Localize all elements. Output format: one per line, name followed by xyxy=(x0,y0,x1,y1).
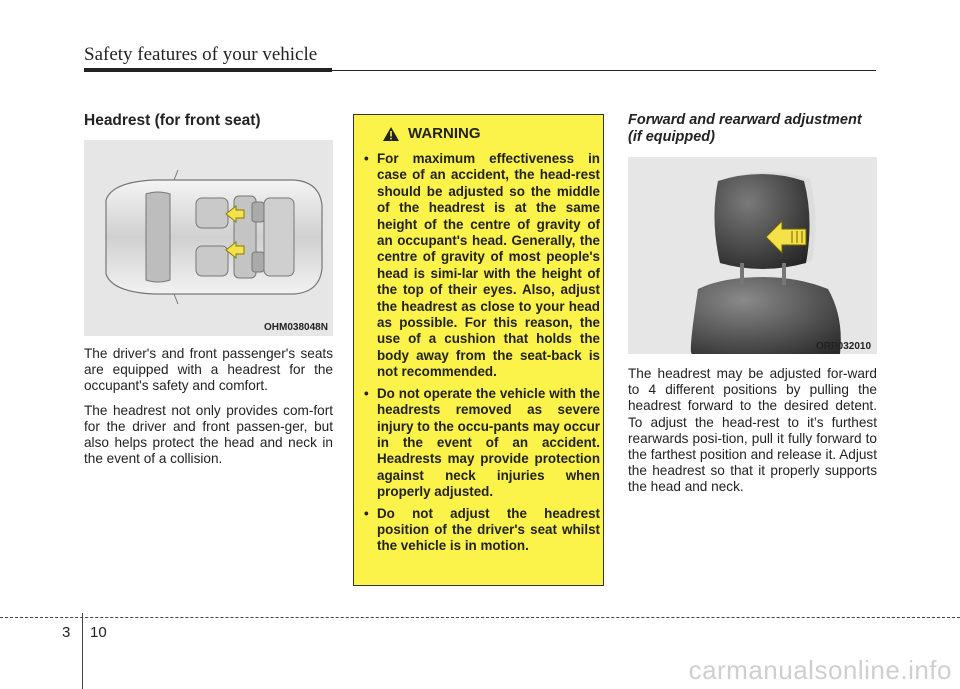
warning-header xyxy=(382,125,481,142)
chapter-number: 3 xyxy=(62,624,71,641)
warning-title: WARNING xyxy=(408,125,481,142)
subsection-heading-line: (if equipped) xyxy=(628,129,715,145)
headrest-figure xyxy=(628,157,877,354)
paragraph: The headrest not only provides com-fort for the driver and front passen-ger, but also helps protect the head and neck in the event of a collision. xyxy=(84,402,333,467)
warning-item: • Do not adjust the headrest position of the driver's seat whilst the vehicle is in motion. xyxy=(364,506,600,555)
warning-box xyxy=(353,114,604,586)
car-top-view-illustration xyxy=(84,140,333,336)
figure-code: ORP032010 xyxy=(816,341,872,352)
section-heading: Headrest (for front seat) xyxy=(84,112,261,129)
warning-item: • Do not operate the vehicle with the headrests removed as severe injury to the occu-pants may occur in the event of an accident. Headrests may provide protection against neck injuries when properly adjusted. xyxy=(364,386,600,501)
left-body-text xyxy=(84,346,333,475)
page-number: 10 xyxy=(90,624,107,641)
subsection-heading xyxy=(628,112,888,146)
warning-item: • For maximum effectiveness in case of an accident, the head-rest should be adjusted so the middle of the headrest is at the same height of the centre of gravity of an occupant's head. Generally, the centre of gravity of most people's head is simi-lar with the height of the top of their eyes. Also, adjust the headrest as close to your head as possible. For this reason, the use of a cushion that holds the body away from the seat-back is not recommended. xyxy=(364,151,600,381)
figure-code: OHM038048N xyxy=(264,322,328,333)
warning-list xyxy=(364,151,600,560)
footer-divider xyxy=(82,613,83,689)
paragraph: The headrest may be adjusted for-ward to 4 different positions by pulling the headrest forward to the desired detent. To adjust the head-rest to it’s furthest rearwards posi-tion, pull it fully forward to the farthest position and release it. Adjust the headrest so that it properly supports the head and neck. xyxy=(628,366,877,495)
warning-triangle-icon xyxy=(382,126,400,142)
footer-rule xyxy=(0,617,960,618)
right-body-text xyxy=(628,366,877,504)
subsection-heading-line: Forward and rearward adjustment xyxy=(628,112,862,128)
header-title: Safety features of your vehicle xyxy=(84,44,318,65)
headrest-illustration xyxy=(628,157,877,354)
header-rule-thick xyxy=(84,68,332,72)
watermark: carmanualsonline.info xyxy=(688,655,952,685)
header-rule-thin xyxy=(332,70,876,71)
paragraph: The driver's and front passenger's seats are equipped with a headrest for the occupant's safety and comfort. xyxy=(84,346,333,394)
car-top-view-figure xyxy=(84,140,333,336)
